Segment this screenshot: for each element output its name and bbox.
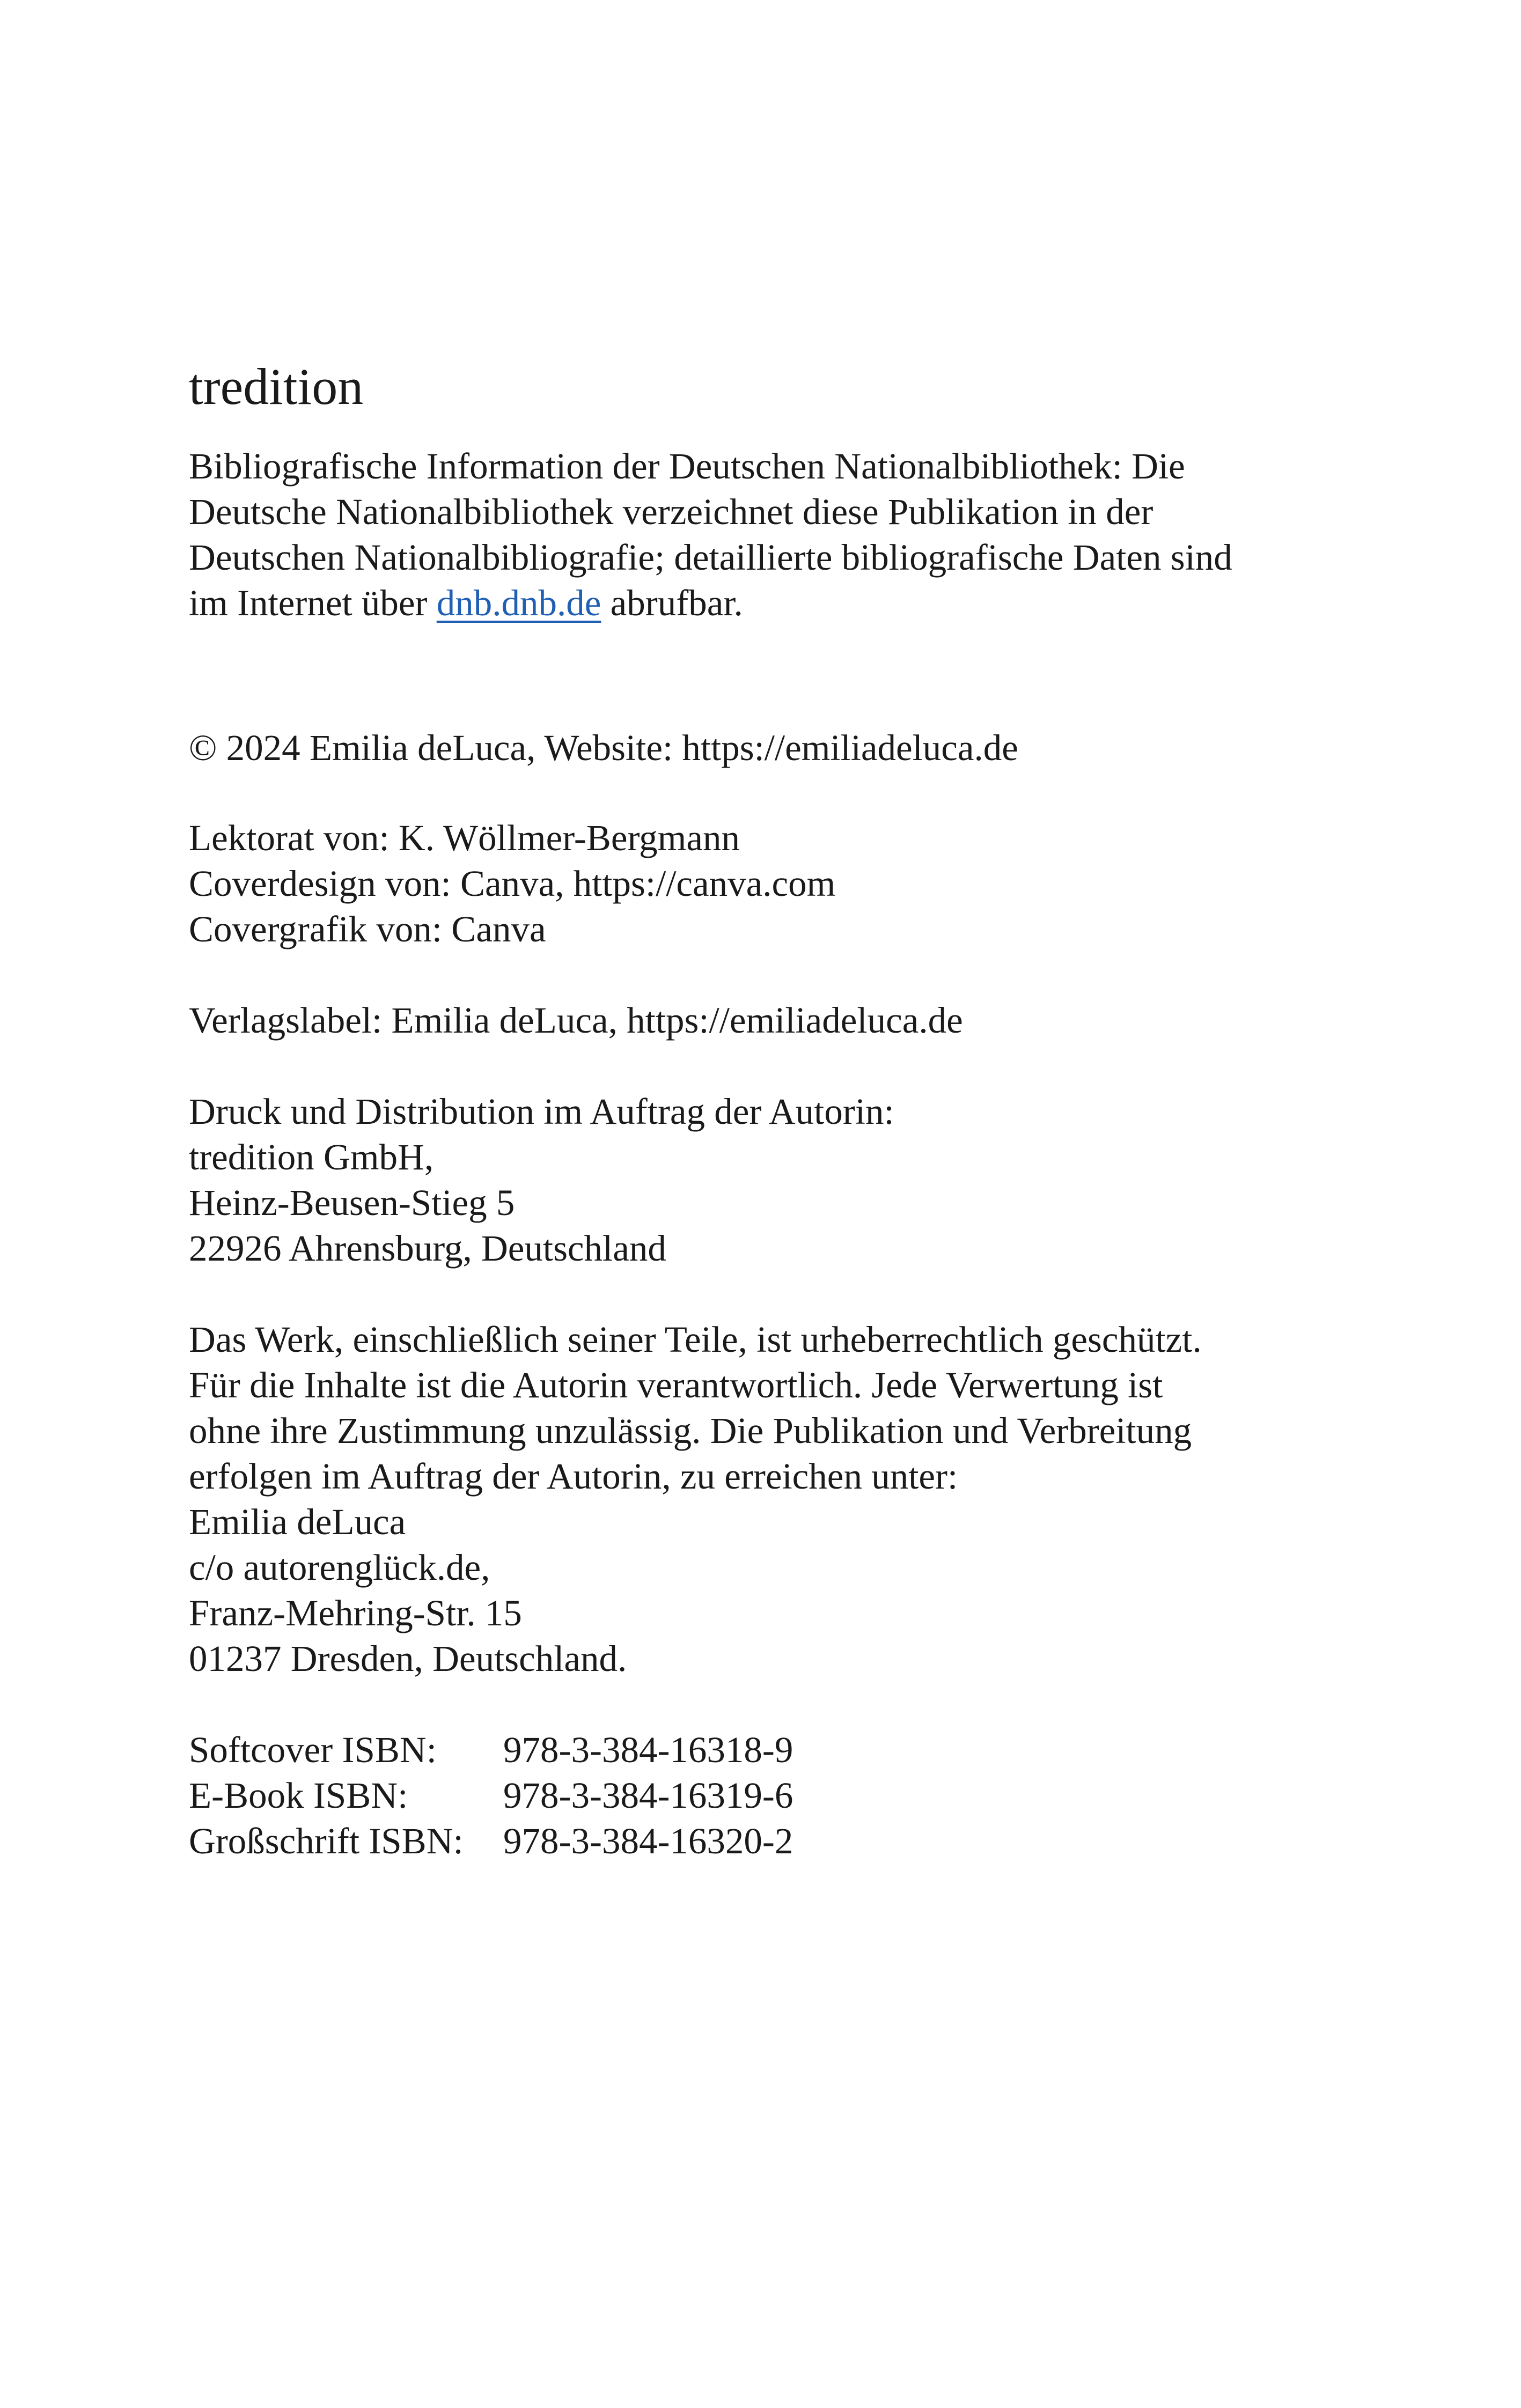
isbn-label: E-Book ISBN:	[189, 1775, 408, 1816]
rights-notice	[189, 1317, 1202, 1682]
credits	[189, 815, 835, 952]
cover-design-credit: Coverdesign von: Canva, https://canva.com	[189, 863, 836, 904]
rights-line-6: c/o autorenglück.de,	[189, 1547, 490, 1588]
dnb-line-3: Deutschen Nationalbibliografie; detaillierte bibliografische Daten sind	[189, 537, 1232, 578]
dnb-line-4-prefix: im Internet über	[189, 583, 437, 623]
distribution-line-3: Heinz-Beusen-Stieg 5	[189, 1182, 515, 1223]
publisher-label: Verlagslabel: Emilia deLuca, https://emiliadeluca.de	[189, 1000, 963, 1041]
rights-line-5: Emilia deLuca	[189, 1501, 406, 1542]
isbn-row-ebook	[189, 1773, 793, 1818]
dnb-line-1: Bibliografische Information der Deutschen Nationalbibliothek: Die	[189, 446, 1185, 487]
distribution-line-2: tredition GmbH,	[189, 1137, 434, 1177]
isbn-label: Großschrift ISBN:	[189, 1821, 464, 1861]
rights-line-3: ohne ihre Zustimmung unzulässig. Die Publikation und Verbreitung	[189, 1410, 1192, 1451]
rights-line-8: 01237 Dresden, Deutschland.	[189, 1638, 627, 1679]
distribution-line-1: Druck und Distribution im Auftrag der Autorin:	[189, 1091, 894, 1132]
rights-line-4: erfolgen im Auftrag der Autorin, zu erreichen unter:	[189, 1456, 958, 1497]
isbn-value: 978-3-384-16320-2	[503, 1821, 793, 1861]
rights-line-1: Das Werk, einschließlich seiner Teile, ist urheberrechtlich geschützt.	[189, 1319, 1202, 1360]
distribution-line-4: 22926 Ahrensburg, Deutschland	[189, 1228, 666, 1269]
dnb-line-4	[189, 580, 1232, 626]
dnb-line-2: Deutsche Nationalbibliothek verzeichnet diese Publikation in der	[189, 491, 1153, 532]
isbn-value: 978-3-384-16318-9	[503, 1729, 793, 1770]
copyright-notice: © 2024 Emilia deLuca, Website: https://emiliadeluca.de	[189, 727, 1018, 768]
isbn-label: Softcover ISBN:	[189, 1729, 437, 1770]
cover-graphic-credit: Covergrafik von: Canva	[189, 909, 546, 949]
editing-credit: Lektorat von: K. Wöllmer-Bergmann	[189, 818, 740, 858]
dnb-notice	[189, 444, 1232, 626]
isbn-value: 978-3-384-16319-6	[503, 1775, 793, 1816]
isbn-row-softcover	[189, 1727, 793, 1773]
isbn-row-large-print	[189, 1818, 793, 1864]
dnb-line-4-suffix: abrufbar.	[601, 583, 743, 623]
distribution-notice	[189, 1089, 894, 1271]
isbn-list	[189, 1727, 793, 1864]
rights-line-7: Franz-Mehring-Str. 15	[189, 1593, 522, 1633]
dnb-link[interactable]: dnb.dnb.de	[436, 583, 601, 623]
rights-line-2: Für die Inhalte ist die Autorin verantwortlich. Jede Verwertung ist	[189, 1365, 1163, 1405]
publisher-name: tredition	[189, 358, 364, 415]
